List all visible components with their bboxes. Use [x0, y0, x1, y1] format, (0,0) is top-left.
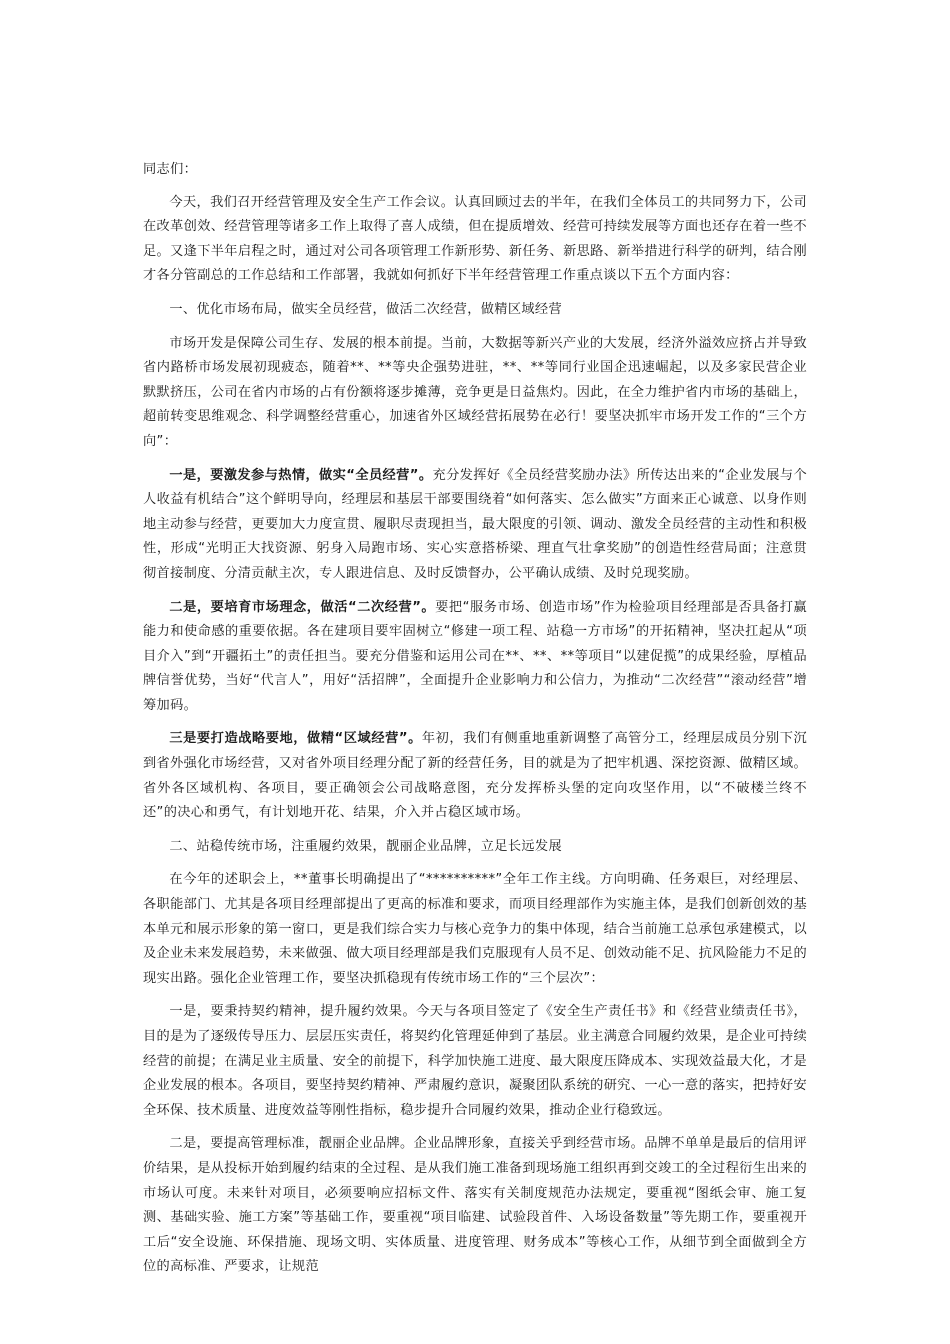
- section-1-point-3: [143, 727, 807, 825]
- section-2-body: 在今年的述职会上，**董事长明确提出了“**********”全年工作主线。方向明确、任务艰巨，对经理层、各职能部门、尤其是各项目经理部提出了更高的标准和要求，而项目经理部作为实施主体，是我们创新创效的基本单元和展示形象的第一窗口，更是我们综合实力与核心竞争力的集中体现，结合当前施工总承包承建模式，以及企业未来发展趋势，未来做强、做大项目经理部是我们克服现有人员不足、创效动能不足、抗风险能力不足的现实出路。强化企业管理工作，要坚决抓稳现有传统市场工作的“三个层次”：: [143, 872, 807, 986]
- document-page: [143, 158, 807, 1289]
- section-2-point-2: 二是，要提高管理标准，靓丽企业品牌。企业品牌形象，直接关乎到经营市场。品牌不单单是最后的信用评价结果，是从投标开始到履约结束的全过程、是从我们施工准备到现场施工组织再到交竣工的全过程衍生出来的市场认可度。未来针对项目，必须要响应招标文件、落实有关制度规范办法规定，要重视“图纸会审、施工复测、基础实验、施工方案”等基础工作，要重视“项目临建、试验段首件、入场设备数量”等先期工作，要重视开工后“安全设施、环保措施、现场文明、实体质量、进度管理、财务成本”等核心工作，从细节到全面做到全方位的高标准、严要求，让规范: [143, 1136, 807, 1275]
- section-2-heading: 二、站稳传统市场，注重履约效果，靓丽企业品牌，立足长远发展: [169, 838, 562, 854]
- section-1-point-3-body: 年初，我们有侧重地重新调整了高管分工，经理层成员分别下沉到省外强化市场经营，又对省外项目经理分配了新的经营任务，目的就是为了把牢机遇、深挖资源、做精区域。省外各区域机构、各项目，要正确领会公司战略意图，充分发挥桥头堡的定向攻坚作用，以“不破楼兰终不还”的决心和勇气，有计划地开花、结果，介入并占稳区域市场。: [143, 731, 807, 821]
- section-1-point-2-body: 要把“服务市场、创造市场”作为检验项目经理部是否具备打赢能力和使命感的重要依据。各在建项目要牢固树立“修建一项工程、站稳一方市场”的开拓精神，坚决扛起从“项目介入”到“开疆拓土”的责任担当。要充分借鉴和运用公司在**、**、**等项目“以建促揽”的成果经验，厚植品牌信誉优势，当好“代言人”，用好“活招牌”，全面提升企业影响力和公信力，为推动“二次经营”“滚动经营”增筹加码。: [143, 599, 807, 713]
- section-1-point-1-body: 充分发挥好《全员经营奖励办法》所传达出来的“企业发展与个人收益有机结合”这个鲜明导向，经理层和基层干部要围绕着“如何落实、怎么做实”方面来正心诚意、以身作则地主动参与经营，更要加大力度宣贯、履职尽责现担当，最大限度的引领、调动、激发全员经营的主动性和积极性，形成“光明正大找资源、躬身入局跑市场、实心实意搭桥梁、理直气壮拿奖励”的创造性经营局面；注意贯彻首接制度、分清贡献主次，专人跟进信息、及时反馈督办，公平确认成绩、及时兑现奖励。: [143, 467, 807, 581]
- section-1-point-3-lead: 三是要打造战略要地，做精“区域经营”。: [169, 731, 422, 747]
- section-1-body: 市场开发是保障公司生存、发展的根本前提。当前，大数据等新兴产业的大发展，经济外溢效应挤占并导致省内路桥市场发展初现疲态，随着**、**等央企强势进驻，**、**等同行业国企迅速崛起，以及多家民营企业默默挤压，公司在省内市场的占有份额将逐步摊薄，竞争更是日益焦灼。因此，在全力维护省内市场的基础上，超前转变思维观念、科学调整经营重心，加速省外区域经营拓展势在必行！要坚决抓牢市场开发工作的“三个方向”：: [143, 335, 807, 449]
- section-1-point-2: [143, 596, 807, 719]
- section-1-point-1-lead: 一是，要激发参与热情，做实“全员经营”。: [169, 467, 433, 483]
- section-2-point-1: 一是，要秉持契约精神，提升履约效果。今天与各项目签定了《安全生产责任书》和《经营业绩责任书》，目的是为了逐级传导压力、层层压实责任，将契约化管理延伸到了基层。业主满意合同履约效果，是企业可持续经营的前提；在满足业主质量、安全的前提下，科学加快施工进度、最大限度压降成本、实现效益最大化，才是企业发展的根本。各项目，要坚持契约精神、严肃履约意识，凝聚团队系统的研究、一心一意的落实，把持好安全环保、技术质量、进度效益等刚性指标，稳步提升合同履约效果，推动企业行稳致远。: [143, 1004, 807, 1118]
- section-1-point-1: [143, 464, 807, 587]
- salutation: 同志们：: [143, 162, 198, 177]
- section-1-point-2-lead: 二是，要培育市场理念，做活“二次经营”。: [169, 599, 436, 615]
- section-1-heading: 一、优化市场布局，做实全员经营，做活二次经营，做精区域经营: [169, 301, 562, 317]
- intro-paragraph: 今天，我们召开经营管理及安全生产工作会议。认真回顾过去的半年，在我们全体员工的共同努力下，公司在改革创效、经营管理等诸多工作上取得了喜人成绩，但在提质增效、经营可持续发展等方面也还存在着一些不足。又逢下半年启程之时，通过对公司各项管理工作新形势、新任务、新思路、新举措进行科学的研判，结合刚才各分管副总的工作总结和工作部署，我就如何抓好下半年经营管理工作重点谈以下五个方面内容：: [143, 194, 807, 284]
